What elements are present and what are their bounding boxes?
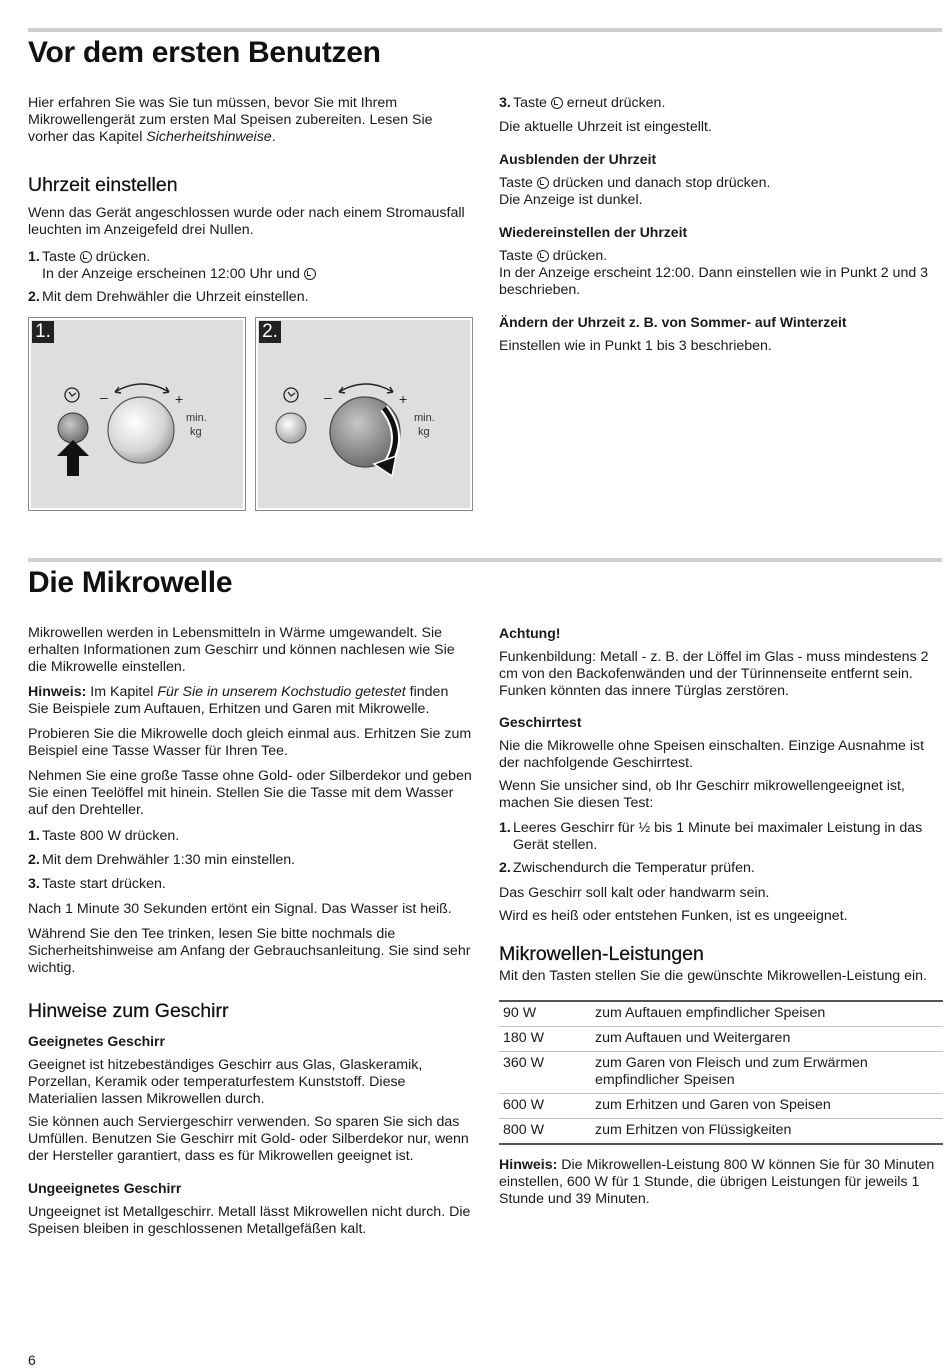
show-clock-heading: Wiedereinstellen der Uhrzeit [499, 224, 688, 240]
control-panel-illustration-2 [255, 317, 473, 511]
section-rule-microwave [28, 558, 942, 562]
power-use: zum Auftauen empfindlicher Speisen [591, 1001, 943, 1027]
table-row [499, 1001, 943, 1027]
suitable-dishes-text-1: Geeignet ist hitzebeständiges Geschirr aus Glas, Glaskeramik, Porzellan, Keramik oder temperaturfestem Kunststoff. Diese Materialien lassen Mikrowellen durch. [28, 1057, 423, 1107]
dishes-heading: Hinweise zum Geschirr [28, 1000, 229, 1022]
power-heading: Mikrowellen-Leistungen [499, 943, 704, 965]
clock-icon [304, 268, 316, 280]
selector-knob [108, 397, 174, 463]
clock-result: Die aktuelle Uhrzeit ist eingestellt. [499, 119, 712, 135]
power-intro: Mit den Tasten stellen Sie die gewünschte Mikrowellen-Leistung ein. [499, 968, 927, 984]
power-watt: 360 W [499, 1052, 591, 1094]
microwave-intro: Mikrowellen werden in Lebensmitteln in Wärme umgewandelt. Sie erhalten Informationen zum Geschirr und können nachlesen wie Sie die Mikrowelle einstellen. [28, 625, 455, 675]
panel-diagram [29, 318, 245, 510]
dish-test-result-1: Das Geschirr soll kalt oder handwarm sein. [499, 885, 770, 901]
microwave-try: Probieren Sie die Mikrowelle doch gleich einmal aus. Erhitzen Sie zum Beispiel eine Tasse Wasser für Ihren Tee. [28, 726, 472, 759]
table-row [499, 1052, 943, 1094]
microwave-cup: Nehmen Sie eine große Tasse ohne Gold- oder Silberdekor und geben Sie einen Teelöffel mit hinein. Stellen Sie die Tasse mit dem Wasser auf den Drehteller. [28, 768, 472, 818]
hide-clock-heading: Ausblenden der Uhrzeit [499, 151, 657, 167]
section-title-microwave: Die Mikrowelle [28, 566, 233, 599]
minus-label: – [100, 389, 108, 405]
first-use-left-column [28, 95, 472, 306]
clock-icon [551, 97, 563, 109]
change-clock-text: Einstellen wie in Punkt 1 bis 3 beschrieben. [499, 338, 772, 354]
minus-label: – [324, 389, 332, 405]
power-watt: 800 W [499, 1119, 591, 1145]
power-use: zum Erhitzen und Garen von Speisen [591, 1094, 943, 1119]
dish-test-step-2: 2. Zwischendurch die Temperatur prüfen. [499, 860, 755, 876]
power-table [499, 1000, 943, 1145]
microwave-step-3: 3. Taste start drücken. [28, 876, 166, 892]
press-arrow-icon [57, 440, 89, 476]
unsuitable-dishes-text: Ungeeignet ist Metallgeschirr. Metall lässt Mikrowellen nicht durch. Die Speisen bleiben in geschlossenen Metallgefäßen kalt. [28, 1204, 471, 1237]
panel-step-number: 1. [32, 321, 54, 343]
kg-label: kg [190, 426, 202, 438]
section-title-first-use: Vor dem ersten Benutzen [28, 36, 381, 69]
plus-label: + [399, 391, 408, 407]
first-use-right-column [499, 95, 943, 355]
clock-intro: Wenn das Gerät angeschlossen wurde oder nach einem Stromausfall leuchten im Anzeigefeld drei Nullen. [28, 205, 465, 238]
clock-button [276, 413, 306, 443]
microwave-step-1: 1. Taste 800 W drücken. [28, 828, 180, 844]
unsuitable-dishes-heading: Ungeeignetes Geschirr [28, 1180, 182, 1196]
suitable-dishes-text-2: Sie können auch Serviergeschirr verwenden. So sparen Sie sich das Umfüllen. Benutzen Sie Geschirr mit Gold- oder Silberdekor nur, wenn der Hersteller garantiert, dass es für Mikrowellen geeignet ist. [28, 1114, 469, 1164]
dish-test-step-1: 1. Leeres Geschirr für ½ bis 1 Minute bei maximaler Leistung in das Gerät stellen. [499, 820, 923, 853]
clock-step-1: 1. Taste drücken. In der Anzeige erscheinen 12:00 Uhr und [28, 249, 472, 283]
dish-test-result-2: Wird es heiß oder entstehen Funken, ist es ungeeignet. [499, 908, 848, 924]
dish-test-heading: Geschirrtest [499, 714, 582, 730]
power-hint: Hinweis: Die Mikrowellen-Leistung 800 W können Sie für 30 Minuten einstellen, 600 W für 1 Stunde, die übrigen Leistungen für jeweils 1 Stunde und 39 Minuten. [499, 1157, 935, 1207]
clock-heading: Uhrzeit einstellen [28, 174, 178, 196]
table-row [499, 1119, 943, 1145]
power-use: zum Erhitzen von Flüssigkeiten [591, 1119, 943, 1145]
min-label: min. [414, 412, 435, 424]
intro-paragraph: Hier erfahren Sie was Sie tun müssen, bevor Sie mit Ihrem Mikrowellengerät zum ersten Mal Speisen zubereiten. Lesen Sie vorher das Kapitel Sicherheitshinweise. [28, 95, 433, 145]
microwave-signal: Nach 1 Minute 30 Sekunden ertönt ein Signal. Das Wasser ist heiß. [28, 901, 452, 917]
min-label: min. [186, 412, 207, 424]
microwave-safety: Während Sie den Tee trinken, lesen Sie bitte nochmals die Sicherheitshinweise am Anfang der Gebrauchsanleitung. Sie sind sehr wichtig. [28, 926, 471, 976]
panel-diagram [256, 318, 472, 510]
control-panel-illustration-1 [28, 317, 246, 511]
section-rule-top [28, 28, 942, 32]
panel-step-number: 2. [259, 321, 281, 343]
show-clock-text: Taste drücken. In der Anzeige erscheint 12:00. Dann einstellen wie in Punkt 2 und 3 beschrieben. [499, 248, 929, 298]
clock-button [58, 413, 88, 443]
warning-text: Funkenbildung: Metall - z. B. der Löffel im Glas - muss mindestens 2 cm von den Backofenwänden und der Türinnenseite entfernt sein. Funken könnten das innere Türglas zerstören. [499, 649, 929, 699]
power-watt: 90 W [499, 1001, 591, 1027]
clock-icon [537, 177, 549, 189]
microwave-step-2: 2. Mit dem Drehwähler 1:30 min einstellen. [28, 852, 296, 868]
clock-icon [537, 250, 549, 262]
hide-clock-text: Taste drücken und danach stop drücken. Die Anzeige ist dunkel. [499, 175, 771, 208]
change-clock-heading: Ändern der Uhrzeit z. B. von Sommer- auf Winterzeit [499, 314, 847, 330]
microwave-left-column [28, 625, 472, 1238]
clock-icon [80, 251, 92, 263]
warning-heading: Achtung! [499, 625, 561, 641]
dish-test-text-1: Nie die Mikrowelle ohne Speisen einschalten. Einzige Ausnahme ist der nachfolgende Geschirrtest. [499, 738, 925, 771]
power-watt: 180 W [499, 1027, 591, 1052]
dish-test-text-2: Wenn Sie unsicher sind, ob Ihr Geschirr mikrowellengeeignet ist, machen Sie diesen Test: [499, 778, 905, 811]
suitable-dishes-heading: Geeignetes Geschirr [28, 1033, 165, 1049]
clock-step-2: 2. Mit dem Drehwähler die Uhrzeit einstellen. [28, 289, 309, 305]
power-watt: 600 W [499, 1094, 591, 1119]
plus-label: + [175, 391, 184, 407]
clock-step-3: 3. Taste erneut drücken. [499, 95, 666, 111]
page-number: 6 [28, 1352, 36, 1368]
microwave-hint: Hinweis: Im Kapitel Für Sie in unserem Kochstudio getestet finden Sie Beispiele zum Auftauen, Erhitzen und Garen mit Mikrowelle. [28, 684, 449, 717]
power-use: zum Auftauen und Weitergaren [591, 1027, 943, 1052]
table-row [499, 1094, 943, 1119]
power-use: zum Garen von Fleisch und zum Erwärmen empfindlicher Speisen [591, 1052, 943, 1094]
kg-label: kg [418, 426, 430, 438]
microwave-right-column [499, 625, 943, 1208]
table-row [499, 1027, 943, 1052]
